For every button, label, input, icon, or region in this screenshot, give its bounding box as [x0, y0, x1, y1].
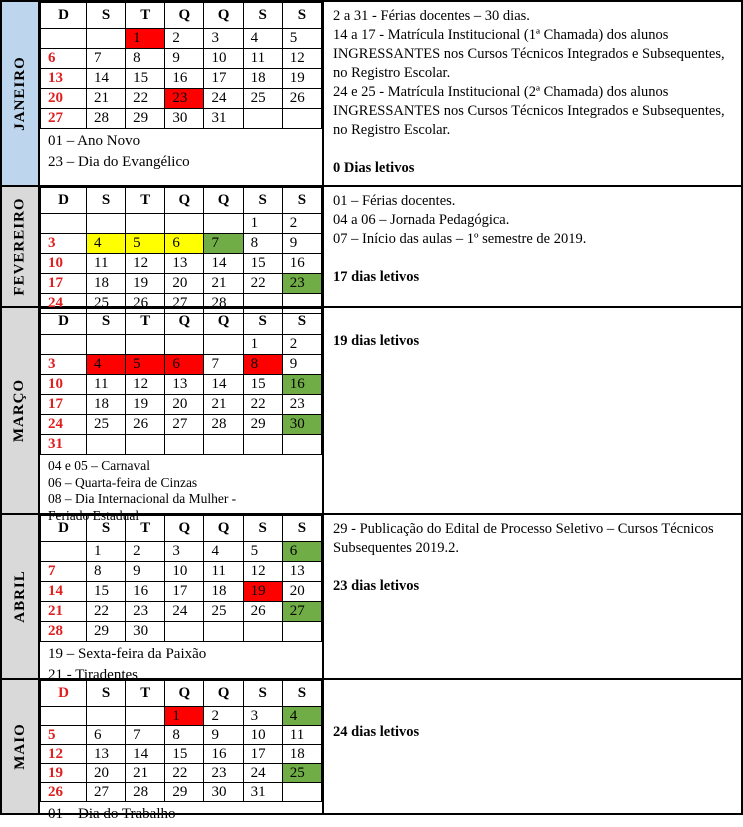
month-name: MAIO	[11, 723, 28, 770]
day-cell: 22	[165, 764, 204, 783]
day-cell: 8	[165, 726, 204, 745]
day-cell: 20	[282, 582, 321, 602]
table-row	[41, 254, 322, 274]
table-row	[41, 582, 322, 602]
day-cell: 30	[165, 109, 204, 129]
table-row	[41, 726, 322, 745]
day-cell: 12	[282, 49, 321, 69]
day-cell: 31	[243, 783, 282, 802]
day-cell: 1	[243, 335, 282, 355]
day-cell: 22	[243, 395, 282, 415]
day-cell: 4	[87, 355, 126, 375]
day-cell: 18	[204, 582, 243, 602]
day-cell: 28	[204, 415, 243, 435]
day-cell: 17	[243, 745, 282, 764]
day-cell: 22	[243, 274, 282, 294]
day-cell: 27	[282, 602, 321, 622]
day-cell	[165, 435, 204, 455]
day-cell: 4	[243, 29, 282, 49]
school-days-count: 24 dias letivos	[333, 724, 420, 740]
day-cell: 6	[41, 49, 87, 69]
day-cell: 8	[87, 562, 126, 582]
month-name: FEVEREIRO	[11, 197, 28, 296]
day-cell: 18	[282, 745, 321, 764]
day-cell: 23	[126, 602, 165, 622]
day-cell: 23	[165, 89, 204, 109]
weekday-header-row	[41, 516, 322, 542]
weekday-header-row	[41, 681, 322, 707]
day-cell: 7	[126, 726, 165, 745]
side-note: 07 – Início das aulas – 1º semestre de 2019.	[333, 231, 587, 247]
day-cell: 14	[204, 375, 243, 395]
weekday-header-cell: S	[87, 516, 126, 542]
calendar-footnote: 19 – Sexta-feira da Paixão	[48, 646, 207, 662]
day-cell: 23	[282, 395, 321, 415]
day-cell: 13	[87, 745, 126, 764]
day-cell: 10	[243, 726, 282, 745]
weekday-header-cell: S	[87, 309, 126, 335]
day-cell: 15	[165, 745, 204, 764]
day-cell: 3	[41, 355, 87, 375]
day-cell	[126, 435, 165, 455]
day-cell: 24	[243, 764, 282, 783]
day-cell: 29	[126, 109, 165, 129]
day-cell	[243, 109, 282, 129]
day-cell: 10	[204, 49, 243, 69]
day-cell: 12	[41, 745, 87, 764]
day-cell: 18	[87, 395, 126, 415]
day-cell: 20	[87, 764, 126, 783]
day-cell: 19	[282, 69, 321, 89]
month-name: MARÇO	[11, 378, 28, 443]
month-label-abril	[2, 515, 40, 678]
calendar-footnote: 01 – Ano Novo	[48, 133, 141, 149]
day-cell: 12	[126, 375, 165, 395]
table-row	[41, 69, 322, 89]
day-cell: 17	[204, 69, 243, 89]
weekday-header-cell: S	[87, 3, 126, 29]
day-cell: 17	[41, 395, 87, 415]
day-cell: 16	[126, 582, 165, 602]
weekday-header-cell: Q	[165, 3, 204, 29]
weekday-header-cell: S	[87, 681, 126, 707]
day-cell: 17	[165, 582, 204, 602]
calendar-area-janeiro	[40, 2, 324, 185]
day-cell: 14	[87, 69, 126, 89]
side-note: 29 - Publicação do Edital de Processo Seletivo – Cursos Técnicos Subsequentes 2019.2.	[333, 521, 714, 556]
day-cell: 20	[165, 395, 204, 415]
day-cell: 26	[282, 89, 321, 109]
school-days-count: 0 Dias letivos	[333, 160, 415, 176]
day-cell: 2	[165, 29, 204, 49]
day-cell: 16	[165, 69, 204, 89]
day-cell	[165, 622, 204, 642]
weekday-header-cell: T	[126, 188, 165, 214]
weekday-header-cell: T	[126, 681, 165, 707]
day-cell: 1	[126, 29, 165, 49]
day-cell: 21	[87, 89, 126, 109]
day-cell: 26	[41, 783, 87, 802]
calendar-footnote: 21 - Tiradentes	[48, 667, 138, 683]
weekday-header-cell: T	[126, 3, 165, 29]
day-cell	[41, 214, 87, 234]
day-cell: 8	[243, 234, 282, 254]
day-cell: 18	[87, 274, 126, 294]
weekday-header-cell: T	[126, 309, 165, 335]
day-cell: 24	[204, 89, 243, 109]
calendar-grid	[40, 2, 322, 129]
day-cell: 26	[243, 602, 282, 622]
day-cell: 20	[41, 89, 87, 109]
day-cell	[87, 707, 126, 726]
side-notes-maio	[324, 680, 741, 813]
day-cell: 7	[204, 355, 243, 375]
table-row	[41, 562, 322, 582]
weekday-header-cell: D	[41, 681, 87, 707]
day-cell: 4	[282, 707, 321, 726]
table-row	[41, 783, 322, 802]
day-cell: 18	[243, 69, 282, 89]
weekday-header-cell: D	[41, 3, 87, 29]
day-cell: 11	[204, 562, 243, 582]
day-cell: 24	[165, 602, 204, 622]
table-row	[41, 707, 322, 726]
day-cell: 9	[282, 355, 321, 375]
day-cell: 19	[126, 395, 165, 415]
table-row	[41, 415, 322, 435]
day-cell	[243, 435, 282, 455]
day-cell	[243, 622, 282, 642]
weekday-header-cell: D	[41, 309, 87, 335]
day-cell: 14	[126, 745, 165, 764]
day-cell	[87, 335, 126, 355]
day-cell: 24	[41, 415, 87, 435]
day-cell: 17	[41, 274, 87, 294]
side-note: 24 e 25 - Matrícula Institucional (2ª Chamada) dos alunos INGRESSANTES nos Cursos Técnicos Integrados e Subsequentes, no Registro Escolar.	[333, 84, 725, 138]
day-cell: 14	[204, 254, 243, 274]
day-cell	[126, 707, 165, 726]
day-cell: 27	[87, 783, 126, 802]
day-cell	[282, 622, 321, 642]
table-row	[41, 89, 322, 109]
month-section-fevereiro	[2, 187, 741, 311]
calendar-area-abril	[40, 515, 324, 683]
weekday-header-row	[41, 3, 322, 29]
day-cell: 28	[126, 783, 165, 802]
day-cell: 25	[87, 294, 126, 314]
day-cell: 15	[243, 254, 282, 274]
calendar-grid	[40, 515, 322, 642]
calendar-footnote: 08 – Dia Internacional da Mulher -	[48, 491, 237, 506]
day-cell: 19	[41, 764, 87, 783]
weekday-header-cell: S	[282, 188, 321, 214]
day-cell	[126, 214, 165, 234]
day-cell	[87, 435, 126, 455]
calendar-footnote: 04 e 05 – Carnaval	[48, 458, 150, 473]
day-cell: 19	[126, 274, 165, 294]
day-cell: 11	[243, 49, 282, 69]
month-name: ABRIL	[11, 570, 28, 623]
weekday-header-cell: S	[243, 309, 282, 335]
day-cell: 4	[204, 542, 243, 562]
day-cell: 26	[126, 415, 165, 435]
day-cell: 1	[165, 707, 204, 726]
day-cell: 8	[126, 49, 165, 69]
weekday-header-cell: Q	[204, 681, 243, 707]
day-cell: 30	[282, 415, 321, 435]
day-cell: 11	[87, 254, 126, 274]
day-cell: 25	[204, 602, 243, 622]
table-row	[41, 542, 322, 562]
month-label-maio	[2, 680, 40, 813]
day-cell: 13	[165, 375, 204, 395]
weekday-header-cell: Q	[204, 516, 243, 542]
day-cell: 27	[165, 294, 204, 314]
calendar-area-fevereiro	[40, 187, 324, 311]
calendar-footnote: 23 – Dia do Evangélico	[48, 154, 190, 170]
day-cell: 5	[41, 726, 87, 745]
day-cell: 16	[204, 745, 243, 764]
calendar-area-maio	[40, 680, 324, 822]
calendar-grid	[40, 187, 322, 314]
calendar-footnote: Feriado Estadual	[48, 507, 140, 523]
day-cell: 11	[87, 375, 126, 395]
weekday-header-row	[41, 309, 322, 335]
day-cell: 23	[282, 274, 321, 294]
weekday-header-cell: S	[243, 3, 282, 29]
weekday-header-cell: S	[243, 681, 282, 707]
day-cell: 16	[282, 375, 321, 395]
day-cell: 7	[204, 234, 243, 254]
day-cell: 6	[165, 355, 204, 375]
day-cell: 2	[282, 214, 321, 234]
table-row	[41, 355, 322, 375]
calendar-area-marco	[40, 308, 324, 523]
weekday-header-cell: S	[282, 516, 321, 542]
weekday-header-cell: Q	[165, 516, 204, 542]
side-note: 14 a 17 - Matrícula Institucional (1ª Chamada) dos alunos INGRESSANTES nos Cursos Técnicos Integrados e Subsequentes, no Registro Escolar.	[333, 27, 725, 81]
weekday-header-cell: S	[282, 681, 321, 707]
day-cell: 5	[282, 29, 321, 49]
table-row	[41, 375, 322, 395]
day-cell: 31	[41, 435, 87, 455]
day-cell: 28	[87, 109, 126, 129]
day-cell	[165, 214, 204, 234]
weekday-header-cell: S	[243, 188, 282, 214]
day-cell	[41, 29, 87, 49]
day-cell: 4	[87, 234, 126, 254]
day-cell: 9	[204, 726, 243, 745]
day-cell: 2	[204, 707, 243, 726]
weekday-header-cell: D	[41, 516, 87, 542]
day-cell: 10	[41, 254, 87, 274]
day-cell: 5	[126, 355, 165, 375]
month-label-fevereiro	[2, 187, 40, 306]
day-cell: 31	[204, 109, 243, 129]
table-row	[41, 622, 322, 642]
calendar-footnotes	[40, 802, 322, 827]
month-name: JANEIRO	[11, 56, 28, 131]
day-cell: 26	[126, 294, 165, 314]
day-cell: 21	[41, 602, 87, 622]
weekday-header-row	[41, 188, 322, 214]
day-cell	[282, 435, 321, 455]
day-cell: 13	[165, 254, 204, 274]
day-cell: 6	[165, 234, 204, 254]
day-cell	[87, 29, 126, 49]
day-cell: 15	[126, 69, 165, 89]
table-row	[41, 335, 322, 355]
day-cell: 25	[243, 89, 282, 109]
day-cell: 11	[282, 726, 321, 745]
table-row	[41, 29, 322, 49]
calendar-footnote: 01 – Dia do Trabalho	[48, 806, 176, 822]
day-cell: 21	[204, 274, 243, 294]
calendar-grid	[40, 680, 322, 802]
day-cell: 13	[41, 69, 87, 89]
day-cell: 19	[243, 582, 282, 602]
day-cell: 9	[282, 234, 321, 254]
day-cell: 15	[87, 582, 126, 602]
table-row	[41, 435, 322, 455]
weekday-header-cell: T	[126, 516, 165, 542]
month-section-janeiro	[2, 2, 741, 187]
day-cell: 3	[204, 29, 243, 49]
day-cell: 5	[243, 542, 282, 562]
day-cell: 1	[87, 542, 126, 562]
day-cell	[204, 622, 243, 642]
day-cell	[41, 542, 87, 562]
weekday-header-cell: D	[41, 188, 87, 214]
day-cell: 5	[126, 234, 165, 254]
side-notes-janeiro	[324, 2, 741, 185]
side-note: 01 – Férias docentes.	[333, 193, 456, 209]
day-cell: 16	[282, 254, 321, 274]
table-row	[41, 764, 322, 783]
day-cell: 28	[41, 622, 87, 642]
day-cell	[41, 707, 87, 726]
day-cell: 21	[204, 395, 243, 415]
day-cell: 10	[41, 375, 87, 395]
weekday-header-cell: Q	[165, 681, 204, 707]
month-section-marco	[2, 308, 741, 523]
day-cell: 3	[243, 707, 282, 726]
table-row	[41, 745, 322, 764]
side-notes-abril	[324, 515, 741, 678]
calendar-grid	[40, 308, 322, 455]
day-cell: 13	[282, 562, 321, 582]
month-label-janeiro	[2, 2, 40, 185]
day-cell: 29	[243, 415, 282, 435]
day-cell: 30	[204, 783, 243, 802]
day-cell: 22	[126, 89, 165, 109]
weekday-header-cell: Q	[204, 188, 243, 214]
day-cell: 21	[126, 764, 165, 783]
day-cell	[87, 214, 126, 234]
day-cell	[204, 335, 243, 355]
weekday-header-cell: S	[282, 309, 321, 335]
side-note: 04 a 06 – Jornada Pedagógica.	[333, 212, 510, 228]
day-cell: 8	[243, 355, 282, 375]
calendar-footnote: 06 – Quarta-feira de Cinzas	[48, 474, 198, 490]
day-cell: 14	[41, 582, 87, 602]
side-notes-marco	[324, 308, 741, 513]
day-cell	[282, 109, 321, 129]
day-cell: 29	[87, 622, 126, 642]
table-row	[41, 49, 322, 69]
day-cell: 9	[165, 49, 204, 69]
day-cell: 30	[126, 622, 165, 642]
day-cell: 3	[165, 542, 204, 562]
weekday-header-cell: Q	[165, 309, 204, 335]
day-cell: 7	[87, 49, 126, 69]
weekday-header-cell: Q	[204, 309, 243, 335]
day-cell: 6	[282, 542, 321, 562]
day-cell: 9	[126, 562, 165, 582]
table-row	[41, 214, 322, 234]
day-cell: 12	[243, 562, 282, 582]
weekday-header-cell: S	[282, 3, 321, 29]
day-cell: 1	[243, 214, 282, 234]
day-cell	[282, 783, 321, 802]
side-notes-fevereiro	[324, 187, 741, 306]
day-cell: 2	[282, 335, 321, 355]
day-cell: 25	[282, 764, 321, 783]
day-cell: 24	[41, 294, 87, 314]
day-cell	[41, 335, 87, 355]
month-label-marco	[2, 308, 40, 513]
table-row	[41, 602, 322, 622]
school-days-count: 23 dias letivos	[333, 578, 420, 594]
day-cell: 27	[165, 415, 204, 435]
table-row	[41, 274, 322, 294]
school-days-count: 19 dias letivos	[333, 333, 420, 349]
day-cell: 25	[87, 415, 126, 435]
day-cell: 28	[204, 294, 243, 314]
day-cell: 3	[41, 234, 87, 254]
weekday-header-cell: Q	[165, 188, 204, 214]
day-cell: 29	[165, 783, 204, 802]
day-cell: 6	[87, 726, 126, 745]
school-days-count: 17 dias letivos	[333, 269, 420, 285]
month-section-maio	[2, 680, 741, 822]
side-note: 2 a 31 - Férias docentes – 30 dias.	[333, 8, 530, 24]
table-row	[41, 395, 322, 415]
day-cell: 7	[41, 562, 87, 582]
day-cell: 12	[126, 254, 165, 274]
table-row	[41, 234, 322, 254]
day-cell: 20	[165, 274, 204, 294]
day-cell: 23	[204, 764, 243, 783]
day-cell: 27	[41, 109, 87, 129]
weekday-header-cell: S	[243, 516, 282, 542]
weekday-header-cell: Q	[204, 3, 243, 29]
table-row	[41, 109, 322, 129]
day-cell: 2	[126, 542, 165, 562]
day-cell	[204, 435, 243, 455]
day-cell	[204, 214, 243, 234]
day-cell: 22	[87, 602, 126, 622]
day-cell	[126, 335, 165, 355]
weekday-header-cell: S	[87, 188, 126, 214]
calendar-footnotes	[40, 129, 322, 185]
day-cell: 10	[165, 562, 204, 582]
day-cell	[165, 335, 204, 355]
month-section-abril	[2, 515, 741, 683]
day-cell: 15	[243, 375, 282, 395]
